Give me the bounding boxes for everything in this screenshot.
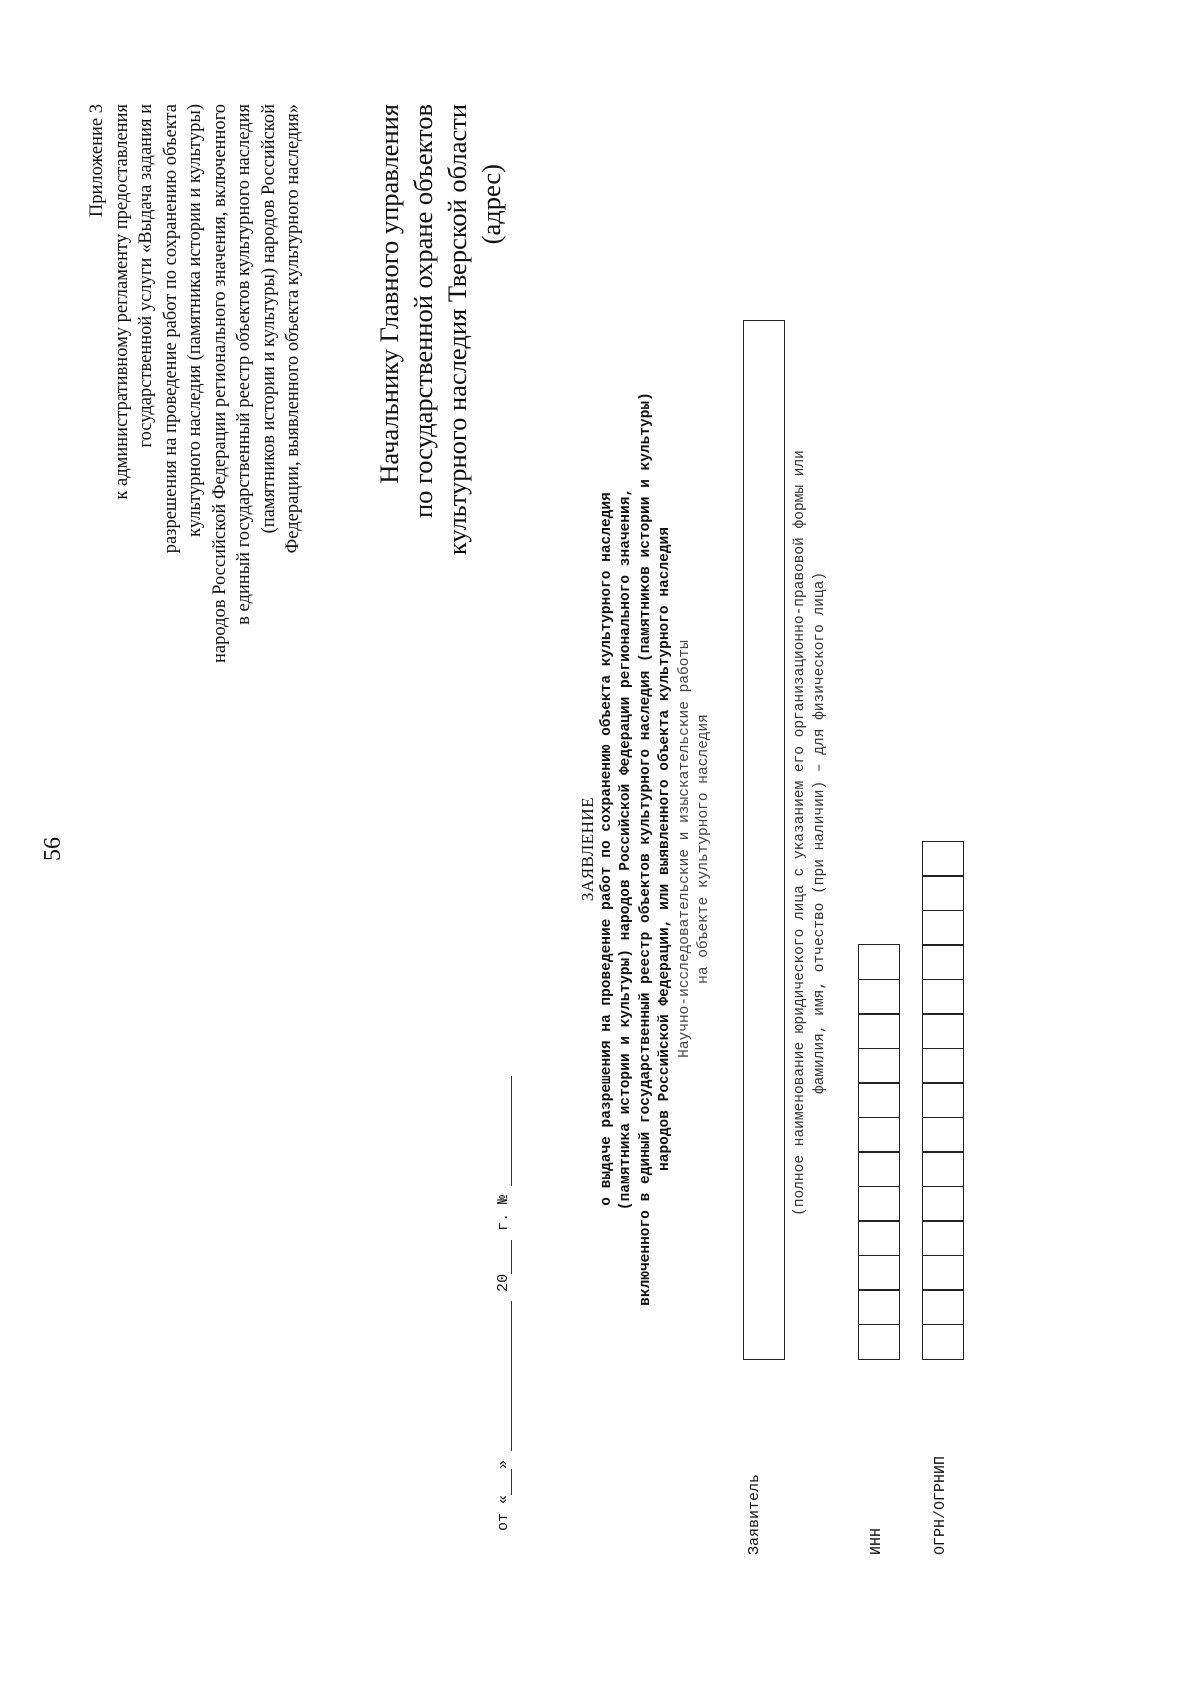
- number-label: г. №: [495, 1194, 512, 1231]
- statement-line: включенного в единый государственный реестр объектов культурного наследия (памятников истории и культуры): [637, 392, 654, 1306]
- appendix-line: культурного наследия (памятника истории и культуры): [185, 104, 205, 537]
- appendix-line: государственной услуги «Выдача задания и: [136, 104, 156, 448]
- digit-cell[interactable]: [922, 979, 964, 1015]
- month-blank[interactable]: [511, 1301, 512, 1451]
- digit-cell[interactable]: [922, 1014, 964, 1050]
- digit-cell[interactable]: [858, 1324, 900, 1360]
- appendix-header: [85, 104, 306, 1064]
- year-blank[interactable]: [511, 1240, 512, 1274]
- inn-cell-grid: [858, 946, 900, 1360]
- applicant-hint: [790, 308, 830, 1358]
- addressee-address: (адрес): [476, 164, 506, 245]
- appendix-line: разрешения на проведение работ по сохранению объекта: [160, 104, 181, 554]
- applicant-hint-line: фамилия, имя, отчество (при наличии) – для физического лица): [812, 571, 828, 1095]
- digit-cell[interactable]: [922, 1255, 964, 1291]
- statement-line: народов Российской Федерации, или выявленного объекта культурного наследия: [657, 527, 673, 1171]
- digit-cell[interactable]: [858, 1048, 900, 1084]
- digit-cell[interactable]: [858, 1117, 900, 1153]
- year-prefix: 20: [495, 1273, 512, 1292]
- ogrn-label: ОГРН/ОГРНИП: [932, 1455, 949, 1555]
- digit-cell[interactable]: [922, 876, 964, 912]
- statement-block: [578, 0, 715, 1698]
- ogrn-cell-grid: [922, 843, 964, 1361]
- digit-cell[interactable]: [922, 910, 964, 946]
- applicant-field[interactable]: [743, 320, 785, 1360]
- digit-cell[interactable]: [922, 1324, 964, 1360]
- inn-label: ИНН: [868, 1527, 885, 1555]
- statement-line: (памятника истории и культуры) народов Российской Федерации регионального значения,: [618, 487, 634, 1211]
- digit-cell[interactable]: [922, 945, 964, 981]
- digit-cell[interactable]: [922, 1186, 964, 1222]
- digit-cell[interactable]: [922, 1221, 964, 1257]
- date-from-label: от «: [495, 1494, 512, 1531]
- appendix-line: к административному регламенту предоставления: [111, 104, 132, 500]
- addressee-line: Начальнику Главного управления: [374, 104, 404, 484]
- digit-cell[interactable]: [922, 841, 964, 877]
- digit-cell[interactable]: [922, 1290, 964, 1326]
- digit-cell[interactable]: [858, 945, 900, 981]
- applicant-hint-line: (полное наименование юридического лица с указанием его организационно-правовой формы или: [792, 450, 808, 1216]
- date-close-quote: »: [495, 1459, 512, 1469]
- digit-cell[interactable]: [858, 1083, 900, 1119]
- addressee-block: [372, 104, 508, 1004]
- work-type-line: Научно-исследовательские и изыскательские работы: [676, 640, 693, 1058]
- digit-cell[interactable]: [858, 1290, 900, 1326]
- statement-title: ЗАЯВЛЕНИЕ: [578, 796, 597, 902]
- digit-cell[interactable]: [858, 1014, 900, 1050]
- applicant-label: Заявитель: [746, 1473, 763, 1555]
- work-type-line: на объекте культурного наследия: [696, 714, 712, 984]
- number-blank[interactable]: [511, 1076, 512, 1186]
- digit-cell[interactable]: [922, 1152, 964, 1188]
- addressee-line: по государственной охране объектов: [408, 104, 438, 519]
- appendix-line: народов Российской Федерации регионального значения, включенного: [209, 104, 230, 663]
- addressee-line: культурного наследия Тверской области: [442, 104, 472, 556]
- digit-cell[interactable]: [922, 1117, 964, 1153]
- appendix-line: Приложение 3: [87, 104, 107, 218]
- statement-line: о выдаче разрешения на проведение работ по сохранению объекта культурного наследия: [598, 492, 615, 1206]
- appendix-line: Федерации, выявленного объекта культурного наследия»: [283, 104, 303, 554]
- digit-cell[interactable]: [858, 1221, 900, 1257]
- date-line: [495, 931, 512, 1531]
- appendix-line: (памятников истории и культуры) народов Российской: [258, 104, 279, 534]
- digit-cell[interactable]: [922, 1083, 964, 1119]
- digit-cell[interactable]: [922, 1048, 964, 1084]
- digit-cell[interactable]: [858, 1255, 900, 1291]
- digit-cell[interactable]: [858, 979, 900, 1015]
- page-number: 56: [40, 837, 66, 861]
- appendix-line: в единый государственный реестр объектов культурного наследия: [234, 104, 254, 625]
- digit-cell[interactable]: [858, 1152, 900, 1188]
- day-blank[interactable]: [511, 1469, 512, 1495]
- digit-cell[interactable]: [858, 1186, 900, 1222]
